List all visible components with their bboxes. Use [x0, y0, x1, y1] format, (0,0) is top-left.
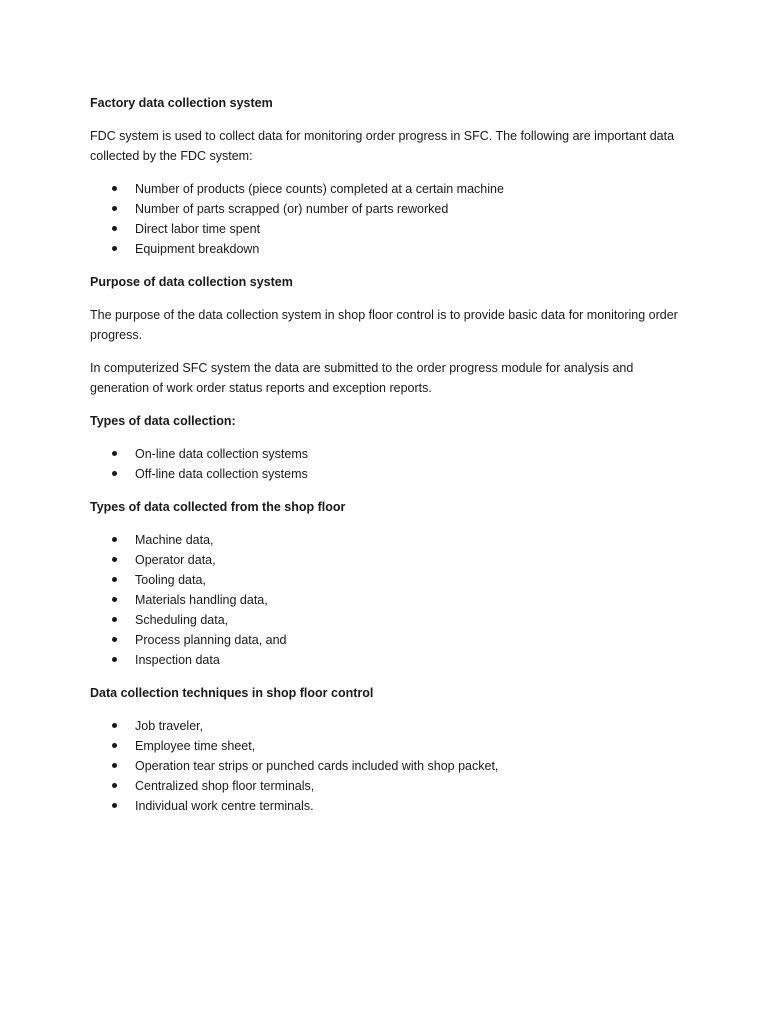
list-item-text: Tooling data, — [135, 573, 206, 587]
list-item-text: Direct labor time spent — [135, 222, 261, 236]
bullet-icon — [112, 617, 117, 622]
section-purpose-of-data-collection — [90, 272, 680, 398]
list-item — [90, 219, 680, 239]
bullet-icon — [112, 723, 117, 728]
list-item — [90, 796, 680, 816]
bullet-icon — [112, 206, 117, 211]
bullet-list — [90, 179, 680, 259]
list-item-text: Equipment breakdown — [135, 242, 260, 256]
bullet-icon — [112, 637, 117, 642]
list-item-text: Number of products (piece counts) completed at a certain machine — [135, 182, 504, 196]
bullet-icon — [112, 743, 117, 748]
bullet-icon — [112, 451, 117, 456]
section-heading: Purpose of data collection system — [90, 275, 293, 289]
section-factory-data-collection — [90, 93, 680, 259]
section-types-of-data-collection — [90, 411, 680, 484]
list-item-text: Off-line data collection systems — [135, 467, 308, 481]
section-data-collection-techniques — [90, 683, 680, 816]
list-item — [90, 530, 680, 550]
list-item-text: Number of parts scrapped (or) number of parts reworked — [135, 202, 449, 216]
bullet-icon — [112, 186, 117, 191]
paragraph: FDC system is used to collect data for monitoring order progress in SFC. The following are important data collected by the FDC system: — [90, 129, 675, 163]
list-item-text: Centralized shop floor terminals, — [135, 779, 315, 793]
section-heading: Factory data collection system — [90, 96, 273, 110]
list-item-text: Machine data, — [135, 533, 214, 547]
list-item-text: Operation tear strips or punched cards included with shop packet, — [135, 759, 499, 773]
section-heading: Data collection techniques in shop floor control — [90, 686, 374, 700]
list-item — [90, 199, 680, 219]
list-item — [90, 239, 680, 259]
list-item — [90, 650, 680, 670]
list-item-text: Scheduling data, — [135, 613, 229, 627]
section-heading: Types of data collection: — [90, 414, 236, 428]
section-heading: Types of data collected from the shop floor — [90, 500, 346, 514]
list-item — [90, 756, 680, 776]
bullet-icon — [112, 577, 117, 582]
list-item-text: Process planning data, and — [135, 633, 287, 647]
list-item-text: Job traveler, — [135, 719, 204, 733]
list-item — [90, 464, 680, 484]
bullet-icon — [112, 226, 117, 231]
document-page — [90, 93, 680, 829]
bullet-icon — [112, 557, 117, 562]
list-item-text: On-line data collection systems — [135, 447, 308, 461]
paragraph: The purpose of the data collection system in shop floor control is to provide basic data for monitoring order progress. — [90, 308, 678, 342]
list-item-text: Operator data, — [135, 553, 216, 567]
list-item — [90, 444, 680, 464]
list-item — [90, 716, 680, 736]
list-item-text: Individual work centre terminals. — [135, 799, 314, 813]
list-item-text: Inspection data — [135, 653, 220, 667]
bullet-icon — [112, 597, 117, 602]
bullet-list — [90, 530, 680, 670]
bullet-icon — [112, 246, 117, 251]
list-item-text: Materials handling data, — [135, 593, 268, 607]
bullet-icon — [112, 537, 117, 542]
list-item — [90, 736, 680, 756]
section-types-of-data-collected — [90, 497, 680, 670]
paragraph: In computerized SFC system the data are submitted to the order progress module for analysis and generation of work order status reports and exception reports. — [90, 361, 634, 395]
bullet-icon — [112, 763, 117, 768]
list-item — [90, 550, 680, 570]
bullet-icon — [112, 657, 117, 662]
list-item — [90, 610, 680, 630]
bullet-icon — [112, 783, 117, 788]
list-item-text: Employee time sheet, — [135, 739, 256, 753]
bullet-icon — [112, 471, 117, 476]
list-item — [90, 590, 680, 610]
list-item — [90, 179, 680, 199]
bullet-list — [90, 716, 680, 816]
bullet-list — [90, 444, 680, 484]
bullet-icon — [112, 803, 117, 808]
list-item — [90, 776, 680, 796]
list-item — [90, 630, 680, 650]
list-item — [90, 570, 680, 590]
